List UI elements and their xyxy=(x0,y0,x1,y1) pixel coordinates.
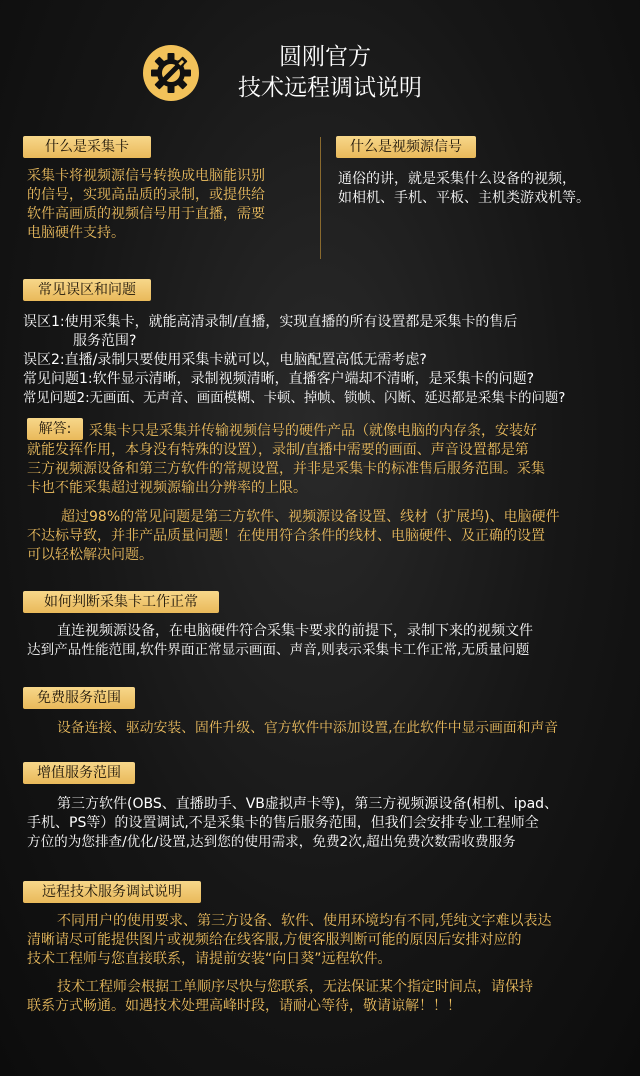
spacer xyxy=(27,498,617,508)
text-line: 第三方软件(OBS、直播助手、VB虚拟声卡等)，第三方视频源设备(相机、ipad、 xyxy=(57,796,559,812)
text-line: 误区1:使用采集卡，就能高清录制/直播，实现直播的所有设置都是采集卡的售后 xyxy=(23,314,518,330)
text-line: 三方视频源设备和第三方软件的常规设置，并非是采集卡的标准售后服务范围。采集 xyxy=(27,461,545,477)
text-line: 可以轻松解决问题。 xyxy=(27,547,153,563)
remote-service-label: 远程技术服务调试说明 xyxy=(23,881,201,903)
text-line: 电脑硬件支持。 xyxy=(27,225,125,241)
judge-label: 如何判断采集卡工作正常 xyxy=(23,591,219,613)
text-line: 不达标导致，并非产品质量问题！在使用符合条件的线材、电脑硬件、及正确的设置 xyxy=(27,528,545,544)
text-line: 采集卡将视频源信号转换成电脑能识别 xyxy=(27,168,265,184)
paid-service-text xyxy=(27,795,558,852)
what-is-source-text xyxy=(338,170,590,208)
column-divider xyxy=(320,137,321,259)
text-line: 卡也不能采集超过视频源输出分辨率的上限。 xyxy=(27,480,307,496)
text-line: 服务范围? xyxy=(73,333,137,349)
judge-text xyxy=(27,622,533,660)
text-line: 直连视频源设备，在电脑硬件符合采集卡要求的前提下，录制下来的视频文件 xyxy=(57,623,533,639)
paid-service-label: 增值服务范围 xyxy=(23,762,135,784)
what-is-source-label: 什么是视频源信号 xyxy=(336,136,476,158)
text-line: 的信号，实现高品质的录制，或提供给 xyxy=(27,187,265,203)
text-line: 不同用户的使用要求、第三方设备、软件、使用环境均有不同,凭纯文字难以表达 xyxy=(57,913,552,929)
text-line: 误区2:直播/录制只要使用采集卡就可以，电脑配置高低无需考虑? xyxy=(23,352,427,368)
text-line: 常见问题2:无画面、无声音、画面模糊、卡顿、掉帧、锁帧、闪断、延迟都是采集卡的问题? xyxy=(23,391,566,406)
free-service-text xyxy=(57,719,558,738)
text-line: 技术工程师与您直接联系，请提前安装“向日葵”远程软件。 xyxy=(27,951,392,967)
text-line: 通俗的讲，就是采集什么设备的视频， xyxy=(338,171,576,187)
text-line: 如相机、手机、平板、主机类游戏机等。 xyxy=(338,190,590,206)
spacer xyxy=(27,969,551,978)
text-line: 达到产品性能范围,软件界面正常显示画面、声音,则表示采集卡工作正常,无质量问题 xyxy=(27,642,530,658)
answer-label: 解答: xyxy=(27,418,83,440)
answer-text xyxy=(27,422,617,565)
what-is-capture-text xyxy=(27,167,265,243)
text-line: 联系方式畅通。如遇技术处理高峰时段，请耐心等待，敬请谅解！！！ xyxy=(27,998,461,1014)
remote-service-text xyxy=(27,912,551,1016)
text-line: 清晰请尽可能提供图片或视频给在线客服,方便客服判断可能的原因后安排对应的 xyxy=(27,932,522,948)
what-is-capture-label: 什么是采集卡 xyxy=(23,136,151,158)
text-line: 超过98%的常见问题是第三方软件、视频源设备设置、线材（扩展坞)、电脑硬件 xyxy=(61,509,560,525)
text-line: 设备连接、驱动安装、固件升级、官方软件中添加设置,在此软件中显示画面和声音 xyxy=(57,720,559,736)
text-line: 方位的为您排查/优化/设置,达到您的使用需求，免费2次,超出免费次数需收费服务 xyxy=(27,834,516,850)
text-line: 常见问题1:软件显示清晰，录制视频清晰，直播客户端却不清晰，是采集卡的问题? xyxy=(23,371,535,387)
faq-text xyxy=(23,313,565,408)
text-line: 技术工程师会根据工单顺序尽快与您联系，无法保证某个指定时间点，请保持 xyxy=(57,979,533,995)
text-line: 手机、PS等）的设置调试,不是采集卡的售后服务范围，但我们会安排专业工程师全 xyxy=(27,815,539,831)
text-line: 采集卡只是采集并传输视频信号的硬件产品（就像电脑的内存条，安装好 xyxy=(89,423,537,439)
text-line: 软件高画质的视频信号用于直播，需要 xyxy=(27,206,265,222)
faq-label: 常见误区和问题 xyxy=(23,279,151,301)
page-title-line1: 圆刚官方 xyxy=(279,44,371,70)
text-line: 就能发挥作用，本身没有特殊的设置），录制/直播中需要的画面、声音设置都是第 xyxy=(27,442,529,458)
page-title-line2: 技术远程调试说明 xyxy=(238,75,422,101)
free-service-label: 免费服务范围 xyxy=(23,687,135,709)
